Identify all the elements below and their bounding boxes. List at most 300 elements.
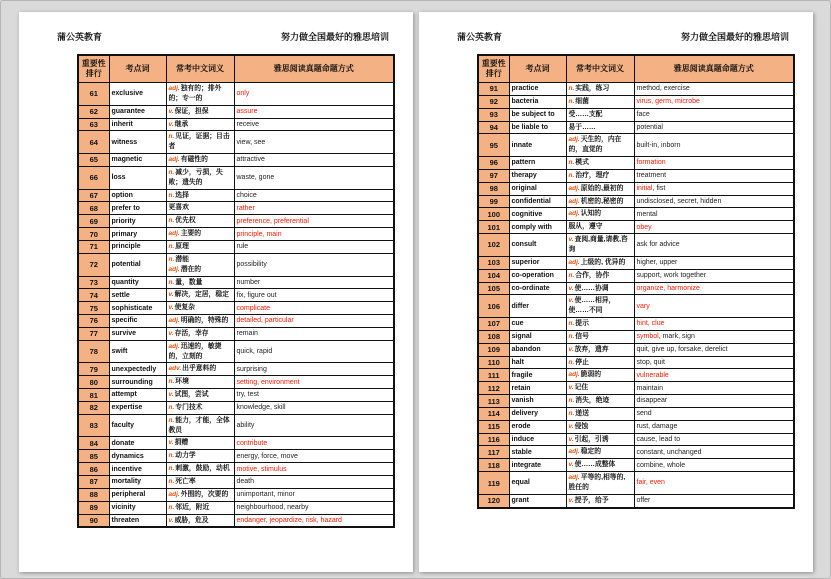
pos-tag: v. <box>568 284 574 292</box>
word-cell: stable <box>509 446 566 459</box>
table-row <box>478 121 794 134</box>
table-row <box>478 433 794 446</box>
header-method: 雅思阅读真题命题方式 <box>634 55 794 83</box>
english-synonym-cell <box>634 318 794 331</box>
chinese-meaning-cell: v.保证，担保 <box>166 105 234 118</box>
table-row <box>78 189 394 202</box>
pos-tag: n. <box>568 397 575 405</box>
pos-tag: v. <box>568 297 574 305</box>
english-synonym-cell <box>634 269 794 282</box>
synonym-text: ask for advice <box>636 241 680 249</box>
pos-tag: n. <box>168 242 175 250</box>
table-row <box>78 253 394 276</box>
chinese-meaning-cell: adj.外围的，次要的 <box>166 488 234 501</box>
chinese-meaning-cell: n.潜能 adj.潜在的 <box>166 253 234 276</box>
rank-cell: 86 <box>78 463 109 476</box>
english-synonym-cell <box>634 330 794 343</box>
synonym-text: receive <box>236 120 260 128</box>
rank-cell: 70 <box>78 228 109 241</box>
pos-tag: n. <box>568 159 575 167</box>
chinese-meaning-cell: n.刺激，鼓励，动机 <box>166 463 234 476</box>
chinese-meaning-cell: n.减少，亏损，失败；遗失的 <box>166 166 234 189</box>
word-cell: peripheral <box>109 488 166 501</box>
table-row <box>78 215 394 228</box>
brand-text: 蒲公英教育 <box>57 32 103 42</box>
word-cell: principle <box>109 240 166 253</box>
table-row <box>478 494 794 507</box>
chinese-meaning-cell: n.消失，绝迹 <box>566 395 634 408</box>
table-row <box>78 289 394 302</box>
chinese-meaning-cell: adj.平等的,相等的,胜任的 <box>566 472 634 495</box>
pos-tag: v. <box>568 384 574 392</box>
table-row <box>478 369 794 382</box>
word-cell: expertise <box>109 401 166 414</box>
word-cell: guarantee <box>109 105 166 118</box>
word-cell: halt <box>509 356 566 369</box>
synonym-highlighted: assure <box>236 108 258 116</box>
word-cell: be liable to <box>509 121 566 134</box>
english-synonym-cell <box>234 437 394 450</box>
table-row <box>78 302 394 315</box>
table-row <box>478 95 794 108</box>
rank-cell: 91 <box>478 83 509 96</box>
table-row <box>78 463 394 476</box>
chinese-meaning-cell: adj.机密的,秘密的 <box>566 195 634 208</box>
pos-tag: adj. <box>168 342 180 350</box>
synonym-text: ability <box>236 422 255 430</box>
synonym-text: knowledge, skill <box>236 404 286 412</box>
pos-tag: v. <box>168 291 174 299</box>
header-chinese: 常考中文词义 <box>166 55 234 83</box>
synonym-text: try, test <box>236 391 259 399</box>
chinese-meaning-cell: n.提示 <box>566 318 634 331</box>
english-synonym-cell <box>634 420 794 433</box>
table-row <box>78 514 394 527</box>
chinese-meaning-cell: v.授予，给予 <box>566 494 634 507</box>
rank-cell: 66 <box>78 166 109 189</box>
header-chinese: 常考中文词义 <box>566 55 634 83</box>
rank-cell: 79 <box>78 363 109 376</box>
english-synonym-cell <box>634 407 794 420</box>
chinese-meaning-cell: adj.明确的，特殊的 <box>166 315 234 328</box>
chinese-meaning-cell: v.捐赠 <box>166 437 234 450</box>
rank-cell: 87 <box>78 476 109 489</box>
rank-cell: 103 <box>478 256 509 269</box>
rank-cell: 100 <box>478 208 509 221</box>
brand-text: 蒲公英教育 <box>457 32 503 42</box>
english-synonym-cell <box>634 256 794 269</box>
rank-cell: 111 <box>478 369 509 382</box>
rank-cell: 68 <box>78 202 109 215</box>
rank-cell: 72 <box>78 253 109 276</box>
rank-cell: 99 <box>478 195 509 208</box>
synonym-text: choice <box>236 191 257 199</box>
table-row <box>478 407 794 420</box>
synonym-text: send <box>636 410 652 418</box>
rank-cell: 92 <box>478 95 509 108</box>
word-cell: loss <box>109 166 166 189</box>
chinese-meaning-cell: v.使……成整体 <box>566 459 634 472</box>
rank-cell: 98 <box>478 182 509 195</box>
table-row <box>478 108 794 121</box>
pos-tag: v. <box>568 435 574 443</box>
chinese-meaning-cell: n.细菌 <box>566 95 634 108</box>
word-cell: cognitive <box>509 208 566 221</box>
english-synonym-cell <box>234 401 394 414</box>
english-synonym-cell <box>634 83 794 96</box>
synonym-text: rule <box>236 243 249 251</box>
chinese-meaning-cell: v.放弃，遗弃 <box>566 343 634 356</box>
pos-tag: v. <box>168 439 174 447</box>
english-synonym-cell <box>634 395 794 408</box>
synonym-text: support, work together <box>636 272 707 280</box>
rank-cell: 105 <box>478 282 509 295</box>
table-header-row <box>478 55 794 83</box>
pos-tag: n. <box>568 320 575 328</box>
table-row <box>478 420 794 433</box>
rank-cell: 89 <box>78 501 109 514</box>
word-cell: unexpectedly <box>109 363 166 376</box>
chinese-meaning-cell: v.记住 <box>566 382 634 395</box>
pos-tag: n. <box>168 168 175 176</box>
word-cell: equal <box>509 472 566 495</box>
chinese-meaning-cell: v.继承 <box>166 118 234 131</box>
pos-tag: adv. <box>168 365 182 373</box>
pos-tag: adj. <box>568 184 580 192</box>
chinese-meaning-cell: n.信号 <box>566 330 634 343</box>
chinese-meaning-cell: 更喜欢 <box>166 202 234 215</box>
table-row <box>478 295 794 318</box>
table-row <box>478 382 794 395</box>
synonym-highlighted: obey <box>636 223 652 231</box>
english-synonym-cell <box>634 369 794 382</box>
english-synonym-cell <box>634 343 794 356</box>
word-cell: abandon <box>509 343 566 356</box>
english-synonym-cell <box>234 450 394 463</box>
chinese-meaning-cell: n.递送 <box>566 407 634 420</box>
synonym-text: surprising <box>236 365 267 373</box>
pos-tag: n. <box>168 403 175 411</box>
synonym-text: , mark, sign <box>658 333 695 341</box>
word-cell: survive <box>109 327 166 340</box>
synonym-text: treatment <box>636 172 667 180</box>
pos-tag: n. <box>168 217 175 225</box>
rank-cell: 110 <box>478 356 509 369</box>
table-row <box>78 228 394 241</box>
chinese-meaning-cell: v.存活，幸存 <box>166 327 234 340</box>
chinese-meaning-cell: n.治疗，理疗 <box>566 169 634 182</box>
chinese-meaning-cell: v.威胁，危及 <box>166 514 234 527</box>
rank-cell: 113 <box>478 395 509 408</box>
chinese-meaning-cell: adj.主要的 <box>166 228 234 241</box>
word-cell: mortality <box>109 476 166 489</box>
table-row <box>478 182 794 195</box>
pos-tag: adj. <box>568 210 580 218</box>
word-cell: option <box>109 189 166 202</box>
word-cell: fragile <box>509 369 566 382</box>
table-row <box>478 446 794 459</box>
rank-cell: 83 <box>78 414 109 437</box>
pos-tag: n. <box>168 255 175 263</box>
word-cell: attempt <box>109 389 166 402</box>
english-synonym-cell <box>234 105 394 118</box>
word-cell: differ <box>509 295 566 318</box>
word-cell: magnetic <box>109 154 166 167</box>
rank-cell: 78 <box>78 340 109 363</box>
synonym-text: energy, force, move <box>236 452 298 460</box>
header-word: 考点词 <box>109 55 166 83</box>
chinese-meaning-cell: n.能力，才能，全体教员 <box>166 414 234 437</box>
pos-tag: n. <box>568 271 575 279</box>
table-row <box>478 195 794 208</box>
rank-cell: 61 <box>78 83 109 106</box>
chinese-meaning-cell: v.解决，定居，稳定 <box>166 289 234 302</box>
english-synonym-cell <box>234 289 394 302</box>
rank-cell: 75 <box>78 302 109 315</box>
synonym-highlighted: symbol <box>636 333 659 341</box>
pos-tag: n. <box>168 378 175 386</box>
pos-tag: n. <box>168 191 175 199</box>
english-synonym-cell <box>234 154 394 167</box>
pos-tag: v. <box>168 516 174 524</box>
synonym-text: number <box>236 278 261 286</box>
vocab-table <box>77 54 395 528</box>
synonym-highlighted: detailed, particular <box>236 317 294 325</box>
table-row <box>478 282 794 295</box>
table-row <box>478 134 794 157</box>
table-row <box>478 157 794 170</box>
synonym-text: neighbourhood, nearby <box>236 504 309 512</box>
synonym-highlighted: motive, stimulus <box>236 465 287 473</box>
table-row <box>78 154 394 167</box>
chinese-meaning-cell: n.优先权 <box>166 215 234 228</box>
word-cell: delivery <box>509 407 566 420</box>
rank-cell: 77 <box>78 327 109 340</box>
english-synonym-cell <box>234 253 394 276</box>
table-header-row <box>78 55 394 83</box>
english-synonym-cell <box>234 302 394 315</box>
word-cell: cue <box>509 318 566 331</box>
word-cell: prefer to <box>109 202 166 215</box>
chinese-meaning-cell: n.死亡率 <box>166 476 234 489</box>
synonym-highlighted: initial <box>636 185 653 193</box>
table-row <box>478 318 794 331</box>
pos-tag: v. <box>168 391 174 399</box>
english-synonym-cell <box>634 95 794 108</box>
pos-tag: adj. <box>168 490 180 498</box>
synonym-highlighted: fair, even <box>636 479 665 487</box>
synonym-text: undisclosed, secret, hidden <box>636 197 722 205</box>
rank-cell: 74 <box>78 289 109 302</box>
synonym-highlighted: complicate <box>236 304 270 312</box>
synonym-text: attractive <box>236 156 265 164</box>
synonym-text: higher, upper <box>636 259 678 267</box>
word-cell: be subject to <box>509 108 566 121</box>
synonym-text: potential <box>636 123 663 131</box>
english-synonym-cell <box>234 131 394 154</box>
synonym-text: face <box>636 111 650 119</box>
chinese-meaning-cell: v.使复杂 <box>166 302 234 315</box>
english-synonym-cell <box>634 446 794 459</box>
table-row <box>78 476 394 489</box>
word-cell: surrounding <box>109 376 166 389</box>
chinese-meaning-cell: v.侵蚀 <box>566 420 634 433</box>
word-cell: induce <box>509 433 566 446</box>
table-row <box>478 256 794 269</box>
table-row <box>78 340 394 363</box>
synonym-highlighted: organize, harmonize <box>636 284 700 292</box>
synonym-text: stop, quit <box>636 358 665 366</box>
pos-tag: v. <box>168 120 174 128</box>
english-synonym-cell <box>234 276 394 289</box>
page-left <box>19 12 413 572</box>
table-row <box>78 105 394 118</box>
chinese-meaning-cell: v.使……协调 <box>566 282 634 295</box>
table-row <box>78 276 394 289</box>
english-synonym-cell <box>634 157 794 170</box>
english-synonym-cell <box>634 195 794 208</box>
word-cell: threaten <box>109 514 166 527</box>
synonym-text: fix, figure out <box>236 291 277 299</box>
word-cell: primary <box>109 228 166 241</box>
english-synonym-cell <box>234 463 394 476</box>
chinese-meaning-cell: 易于…… <box>566 121 634 134</box>
table-row <box>78 414 394 437</box>
rank-cell: 80 <box>78 376 109 389</box>
chinese-meaning-cell: n.动力学 <box>166 450 234 463</box>
pos-tag: v. <box>568 236 574 244</box>
english-synonym-cell <box>234 315 394 328</box>
english-synonym-cell <box>234 376 394 389</box>
word-cell: pattern <box>509 157 566 170</box>
word-cell: settle <box>109 289 166 302</box>
rank-cell: 96 <box>478 157 509 170</box>
english-synonym-cell <box>634 282 794 295</box>
table-row <box>78 376 394 389</box>
rank-cell: 84 <box>78 437 109 450</box>
pos-tag: n. <box>568 171 575 179</box>
english-synonym-cell <box>234 414 394 437</box>
word-cell: bacteria <box>509 95 566 108</box>
english-synonym-cell <box>234 189 394 202</box>
pos-tag: v. <box>568 496 574 504</box>
pos-tag: adj. <box>568 197 580 205</box>
english-synonym-cell <box>234 476 394 489</box>
pos-tag: v. <box>568 422 574 430</box>
rank-cell: 114 <box>478 407 509 420</box>
word-cell: quantity <box>109 276 166 289</box>
word-cell: co-ordinate <box>509 282 566 295</box>
pos-tag: adj. <box>168 230 180 238</box>
chinese-meaning-cell: adj.原始的,最初的 <box>566 182 634 195</box>
chinese-meaning-cell: adj.独有的；排外的；专一的 <box>166 83 234 106</box>
pos-tag: v. <box>568 345 574 353</box>
english-synonym-cell <box>634 134 794 157</box>
synonym-text: remain <box>236 330 258 338</box>
pos-tag: adj. <box>568 371 580 379</box>
synonym-text: mental <box>636 210 658 218</box>
table-row <box>78 450 394 463</box>
word-cell: therapy <box>509 169 566 182</box>
rank-cell: 65 <box>78 154 109 167</box>
table-row <box>78 131 394 154</box>
word-cell: consult <box>509 234 566 257</box>
header-rank: 重要性 排行 <box>478 55 509 83</box>
synonym-highlighted: setting, environment <box>236 378 300 386</box>
rank-cell: 67 <box>78 189 109 202</box>
chinese-meaning-cell: n.量，数量 <box>166 276 234 289</box>
pos-tag: n. <box>568 97 575 105</box>
english-synonym-cell <box>634 295 794 318</box>
synonym-text: cause, lead to <box>636 436 681 443</box>
word-cell: erode <box>509 420 566 433</box>
english-synonym-cell <box>634 382 794 395</box>
synonym-text: rust, damage <box>636 423 678 431</box>
rank-cell: 62 <box>78 105 109 118</box>
synonym-highlighted: endanger, jeopardize, risk, hazard <box>236 516 342 524</box>
synonym-highlighted: vulnerable <box>636 371 669 379</box>
pos-tag: adj. <box>568 258 580 266</box>
chinese-meaning-cell: v.试图，尝试 <box>166 389 234 402</box>
table-row <box>478 395 794 408</box>
pos-tag: n. <box>168 478 175 485</box>
synonym-text: , fist <box>652 185 666 193</box>
synonym-highlighted: contribute <box>236 439 268 447</box>
english-synonym-cell <box>634 494 794 507</box>
table-row <box>78 327 394 340</box>
pos-tag: n. <box>568 358 575 366</box>
slogan-text: 努力做全国最好的雅思培训 <box>280 32 389 42</box>
rank-cell: 118 <box>478 459 509 472</box>
synonym-text: offer <box>636 497 651 505</box>
rank-cell: 71 <box>78 240 109 253</box>
word-cell: innate <box>509 134 566 157</box>
word-cell: confidential <box>509 195 566 208</box>
table-row <box>478 269 794 282</box>
word-cell: incentive <box>109 463 166 476</box>
rank-cell: 88 <box>78 488 109 501</box>
rank-cell: 116 <box>478 433 509 446</box>
english-synonym-cell <box>634 169 794 182</box>
rank-cell: 112 <box>478 382 509 395</box>
chinese-meaning-cell: n.合作，协作 <box>566 269 634 282</box>
rank-cell: 85 <box>78 450 109 463</box>
english-synonym-cell <box>234 501 394 514</box>
english-synonym-cell <box>234 488 394 501</box>
english-synonym-cell <box>234 389 394 402</box>
chinese-meaning-cell: n.专门技术 <box>166 401 234 414</box>
english-synonym-cell <box>234 228 394 241</box>
chinese-meaning-cell: adj.稳定的 <box>566 446 634 459</box>
word-cell: priority <box>109 215 166 228</box>
word-cell: signal <box>509 330 566 343</box>
table-row <box>78 501 394 514</box>
english-synonym-cell <box>634 459 794 472</box>
word-cell: grant <box>509 494 566 507</box>
pos-tag: n. <box>168 278 175 286</box>
rank-cell: 63 <box>78 118 109 131</box>
synonym-text: unimportant, minor <box>236 491 295 499</box>
pos-tag: v. <box>168 329 174 337</box>
chinese-meaning-cell: adv.出乎意料的 <box>166 363 234 376</box>
chinese-meaning-cell: adj.上级的, 优异的 <box>566 256 634 269</box>
synonym-text: method, exercise <box>636 85 690 93</box>
vocab-table <box>477 54 795 509</box>
table-row <box>78 389 394 402</box>
pos-tag: n. <box>168 465 175 473</box>
rank-cell: 69 <box>78 215 109 228</box>
synonym-text: built-in, inborn <box>636 141 681 149</box>
